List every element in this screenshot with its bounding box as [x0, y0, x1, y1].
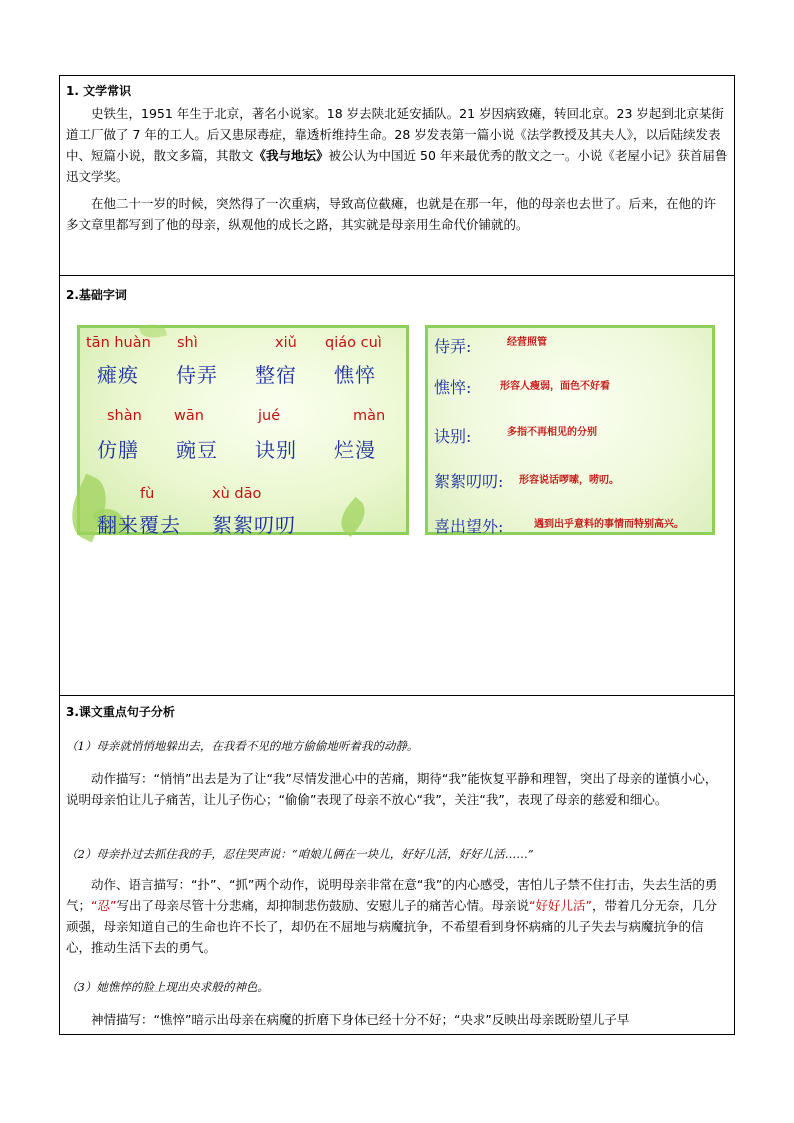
vocab-term: 憔悴: [434, 378, 472, 397]
pinyin-label: shàn [107, 408, 142, 424]
pinyin-label: xù dāo [212, 486, 262, 502]
pinyin-label: wān [174, 408, 204, 424]
analysis-2-keyword-ren: “忍” [91, 898, 117, 913]
pinyin-vocab-panel [77, 325, 409, 535]
vocab-word: 整宿 [255, 363, 297, 387]
row-divider [60, 695, 734, 696]
author-intro-text-b: 被公认为中国近 50 年来最优秀的散文之一。小说《老屋小记》获首届鲁迅文学奖。 [66, 148, 728, 184]
vocab-term: 喜出望外: [434, 517, 504, 536]
vocab-word: 仿膳 [97, 438, 139, 462]
leaf-decoration [334, 497, 373, 537]
pinyin-label: shì [177, 335, 198, 351]
definition-vocab-panel [425, 325, 715, 535]
vocab-term: 絮絮叨叨: [434, 472, 504, 491]
work-title-emphasis: 《我与地坛》 [253, 148, 329, 163]
section1-heading: 1. 文学常识 [66, 84, 132, 98]
analysis-2-text-b: 写出了母亲尽管十分悲痛，却抑制悲伤鼓励、安慰儿子的痛苦心情。母亲说 [116, 898, 529, 913]
vocab-word: 侍弄 [176, 363, 218, 387]
vocab-definition: 形容说话啰嗦，唠叨。 [519, 475, 619, 486]
vocab-word: 瘫痪 [97, 363, 139, 387]
pinyin-label: fù [140, 486, 155, 502]
analysis-2-keyword-haohao: “好好儿活” [528, 898, 592, 913]
analysis-1: 动作描写：“悄悄”出去是为了让“我”尽情发泄心中的苦痛，期待“我”能恢复平静和理智，突出了母亲的谨慎小心，说明母亲怕让儿子痛苦，让儿子伤心；“偷偷”表现了母亲不放心“我”，关注“我”，表现了母亲的慈爱和细心。 [66, 771, 718, 807]
vocab-definition: 遇到出乎意料的事情而特别高兴。 [534, 519, 684, 530]
analysis-3: 神情描写：“憔悴”暗示出母亲在病魔的折磨下身体已经十分不好；“央求”反映出母亲既盼望儿子早 [91, 1012, 630, 1027]
vocab-definition: 形容人瘦弱，面色不好看 [500, 381, 610, 392]
analysis-2-text-a: 动作、语言描写：“扑”、“抓”两个动作，说明母亲非常在意“我”的内心感受，害怕儿子禁不住打击，失去生活的勇气； [66, 877, 718, 913]
key-sentence-2: （2）母亲扑过去抓住我的手，忍住哭声说：“咱娘儿俩在一块儿，好好儿活，好好儿活……” [66, 847, 534, 861]
vocab-word: 诀别 [255, 438, 297, 462]
section2-heading: 2.基础字词 [66, 288, 127, 302]
pinyin-label: tān huàn [86, 335, 151, 351]
author-intro-paragraph [66, 103, 728, 187]
analysis-2 [66, 874, 728, 958]
key-sentence-3: （3）她憔悴的脸上现出央求般的神色。 [66, 980, 269, 994]
pinyin-label: jué [258, 408, 281, 424]
author-intro-text-a: 史铁生，1951 年生于北京，著名小说家。18 岁去陕北延安插队。21 岁因病致瘫，转回北京。23 岁起到北京某街道工厂做了 7 年的工人。后又患尿毒症，靠透析维持生命。28 岁发表第一篇小说《法学教授及其夫人》，以后陆续发表中、短篇小说，散文多篇，其散文 [66, 106, 724, 163]
mother-paragraph: 在他二十一岁的时候，突然得了一次重病，导致高位截瘫，也就是在那一年，他的母亲也去世了。后来，在他的许多文章里都写到了他的母亲，纵观他的成长之路，其实就是母亲用生命代价铺就的。 [66, 196, 717, 232]
vocab-word: 絮絮叨叨 [212, 513, 296, 537]
vocab-definition: 多指不再相见的分别 [507, 427, 597, 438]
pinyin-label: qiáo cuì [325, 335, 382, 351]
vocab-word: 翻来覆去 [97, 513, 181, 537]
vocab-word: 憔悴 [334, 363, 376, 387]
vocab-term: 侍弄: [434, 337, 472, 356]
row-divider [60, 275, 734, 276]
vocab-definition: 经营照管 [507, 337, 547, 348]
section3-heading: 3.课文重点句子分析 [66, 705, 175, 719]
analysis-2-text-c: ，带着几分无奈，几分顽强，母亲知道自己的生命也许不长了，却仍在不屈地与病魔抗争，不希望看到身怀病痛的儿子失去与病魔抗争的信心，推动生活下去的勇气。 [66, 898, 717, 955]
pinyin-label: xiǔ [275, 335, 297, 351]
vocab-word: 豌豆 [176, 438, 218, 462]
key-sentence-1: （1）母亲就悄悄地躲出去，在我看不见的地方偷偷地听着我的动静。 [66, 739, 419, 753]
vocab-word: 烂漫 [334, 438, 376, 462]
pinyin-label: màn [353, 408, 386, 424]
content-table [59, 75, 735, 1035]
vocab-term: 诀别: [434, 427, 472, 446]
